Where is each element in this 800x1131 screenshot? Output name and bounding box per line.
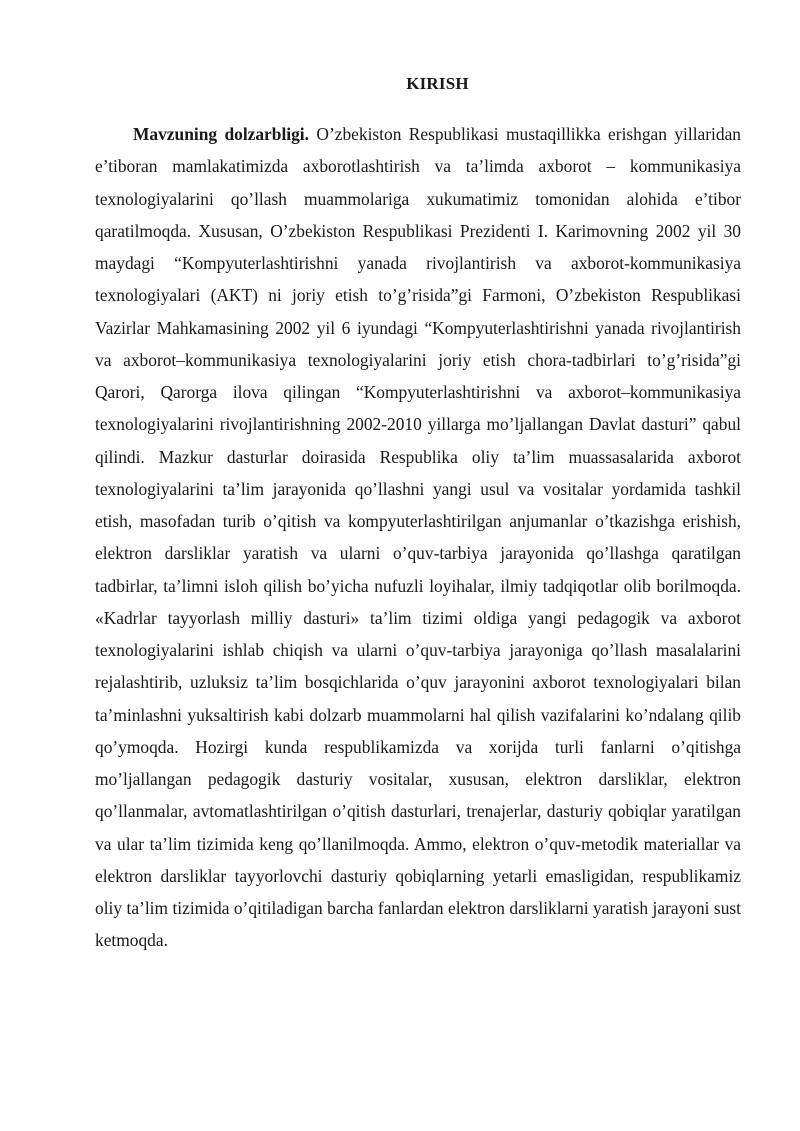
section-heading: KIRISH: [406, 74, 469, 93]
body-paragraph: [95, 118, 741, 957]
paragraph-lead: Mavzuning dolzarbligi.: [133, 124, 309, 144]
paragraph-text: O’zbekiston Respublikasi mustaqillikka erishgan yillaridan e’tiboran mamlakatimizda axborotlashtirish va ta’limda axborot – kommunikasiya texnologiyalarini qo’llash muammolariga xukumatimiz tomonidan alohida e’tibor qaratilmoqda. Xususan, O’zbekiston Respublikasi Prezidenti I. Karimovning 2002 yil 30 maydagi “Kompyuterlashtirishni yanada rivojlantirish va axborot-kommunikasiya texnologiyalari (AKT) ni joriy etish to’g’risida”gi Farmoni, O’zbekiston Respublikasi Vazirlar Mahkamasining 2002 yil 6 iyundagi “Kompyuterlashtirishni yanada rivojlantirish va axborot–kommunikasiya texnologiyalarini joriy etish chora-tadbirlari to’g’risida”gi Qarori, Qarorga ilova qilingan “Kompyuterlashtirishni va axborot–kommunikasiya texnologiyalarini rivojlantirishning 2002-2010 yillarga mo’ljallangan Davlat dasturi” qabul qilindi. Mazkur dasturlar doirasida Respublika oliy ta’lim muassasalarida axborot texnologiyalarini ta’lim jarayonida qo’llashni yangi usul va vositalar yordamida tashkil etish, masofadan turib o’qitish va kompyuterlashtirilgan anjumanlar o’tkazishga erishish, elektron darsliklar yaratish va ularni o’quv-tarbiya jarayonida qo’llashga qaratilgan tadbirlar, ta’limni isloh qilish bo’yicha nufuzli loyihalar, ilmiy tadqiqotlar olib borilmoqda. «Kadrlar tayyorlash milliy dasturi» ta’lim tizimi oldiga yangi pedagogik va axborot texnologiyalarini ishlab chiqish va ularni o’quv-tarbiya jarayoniga qo’llash masalalarini rejalashtirib, uzluksiz ta’lim bosqichlarida o’quv jarayonini axborot texnologiyalari bilan ta’minlashni yuksaltirish kabi dolzarb muammolarni hal qilish vazifalarini ko’ndalang qilib qo’ymoqda. Hozirgi kunda respublikamizda va xorijda turli fanlarni o’qitishga mo’ljallangan pedagogik dasturiy vositalar, xususan, elektron darsliklar, elektron qo’llanmalar, avtomatlashtirilgan o’qitish dasturlari, trenajerlar, dasturiy qobiqlar yaratilgan va ular ta’lim tizimida keng qo’llanilmoqda. Ammo, elektron o’quv-metodik materiallar va elektron darsliklar tayyorlovchi dasturiy qobiqlarning yetarli emasligidan, respublikamiz oliy ta’lim tizimida o’qitiladigan barcha fanlardan elektron darsliklarni yaratish jarayoni sust ketmoqda.: [95, 124, 741, 951]
